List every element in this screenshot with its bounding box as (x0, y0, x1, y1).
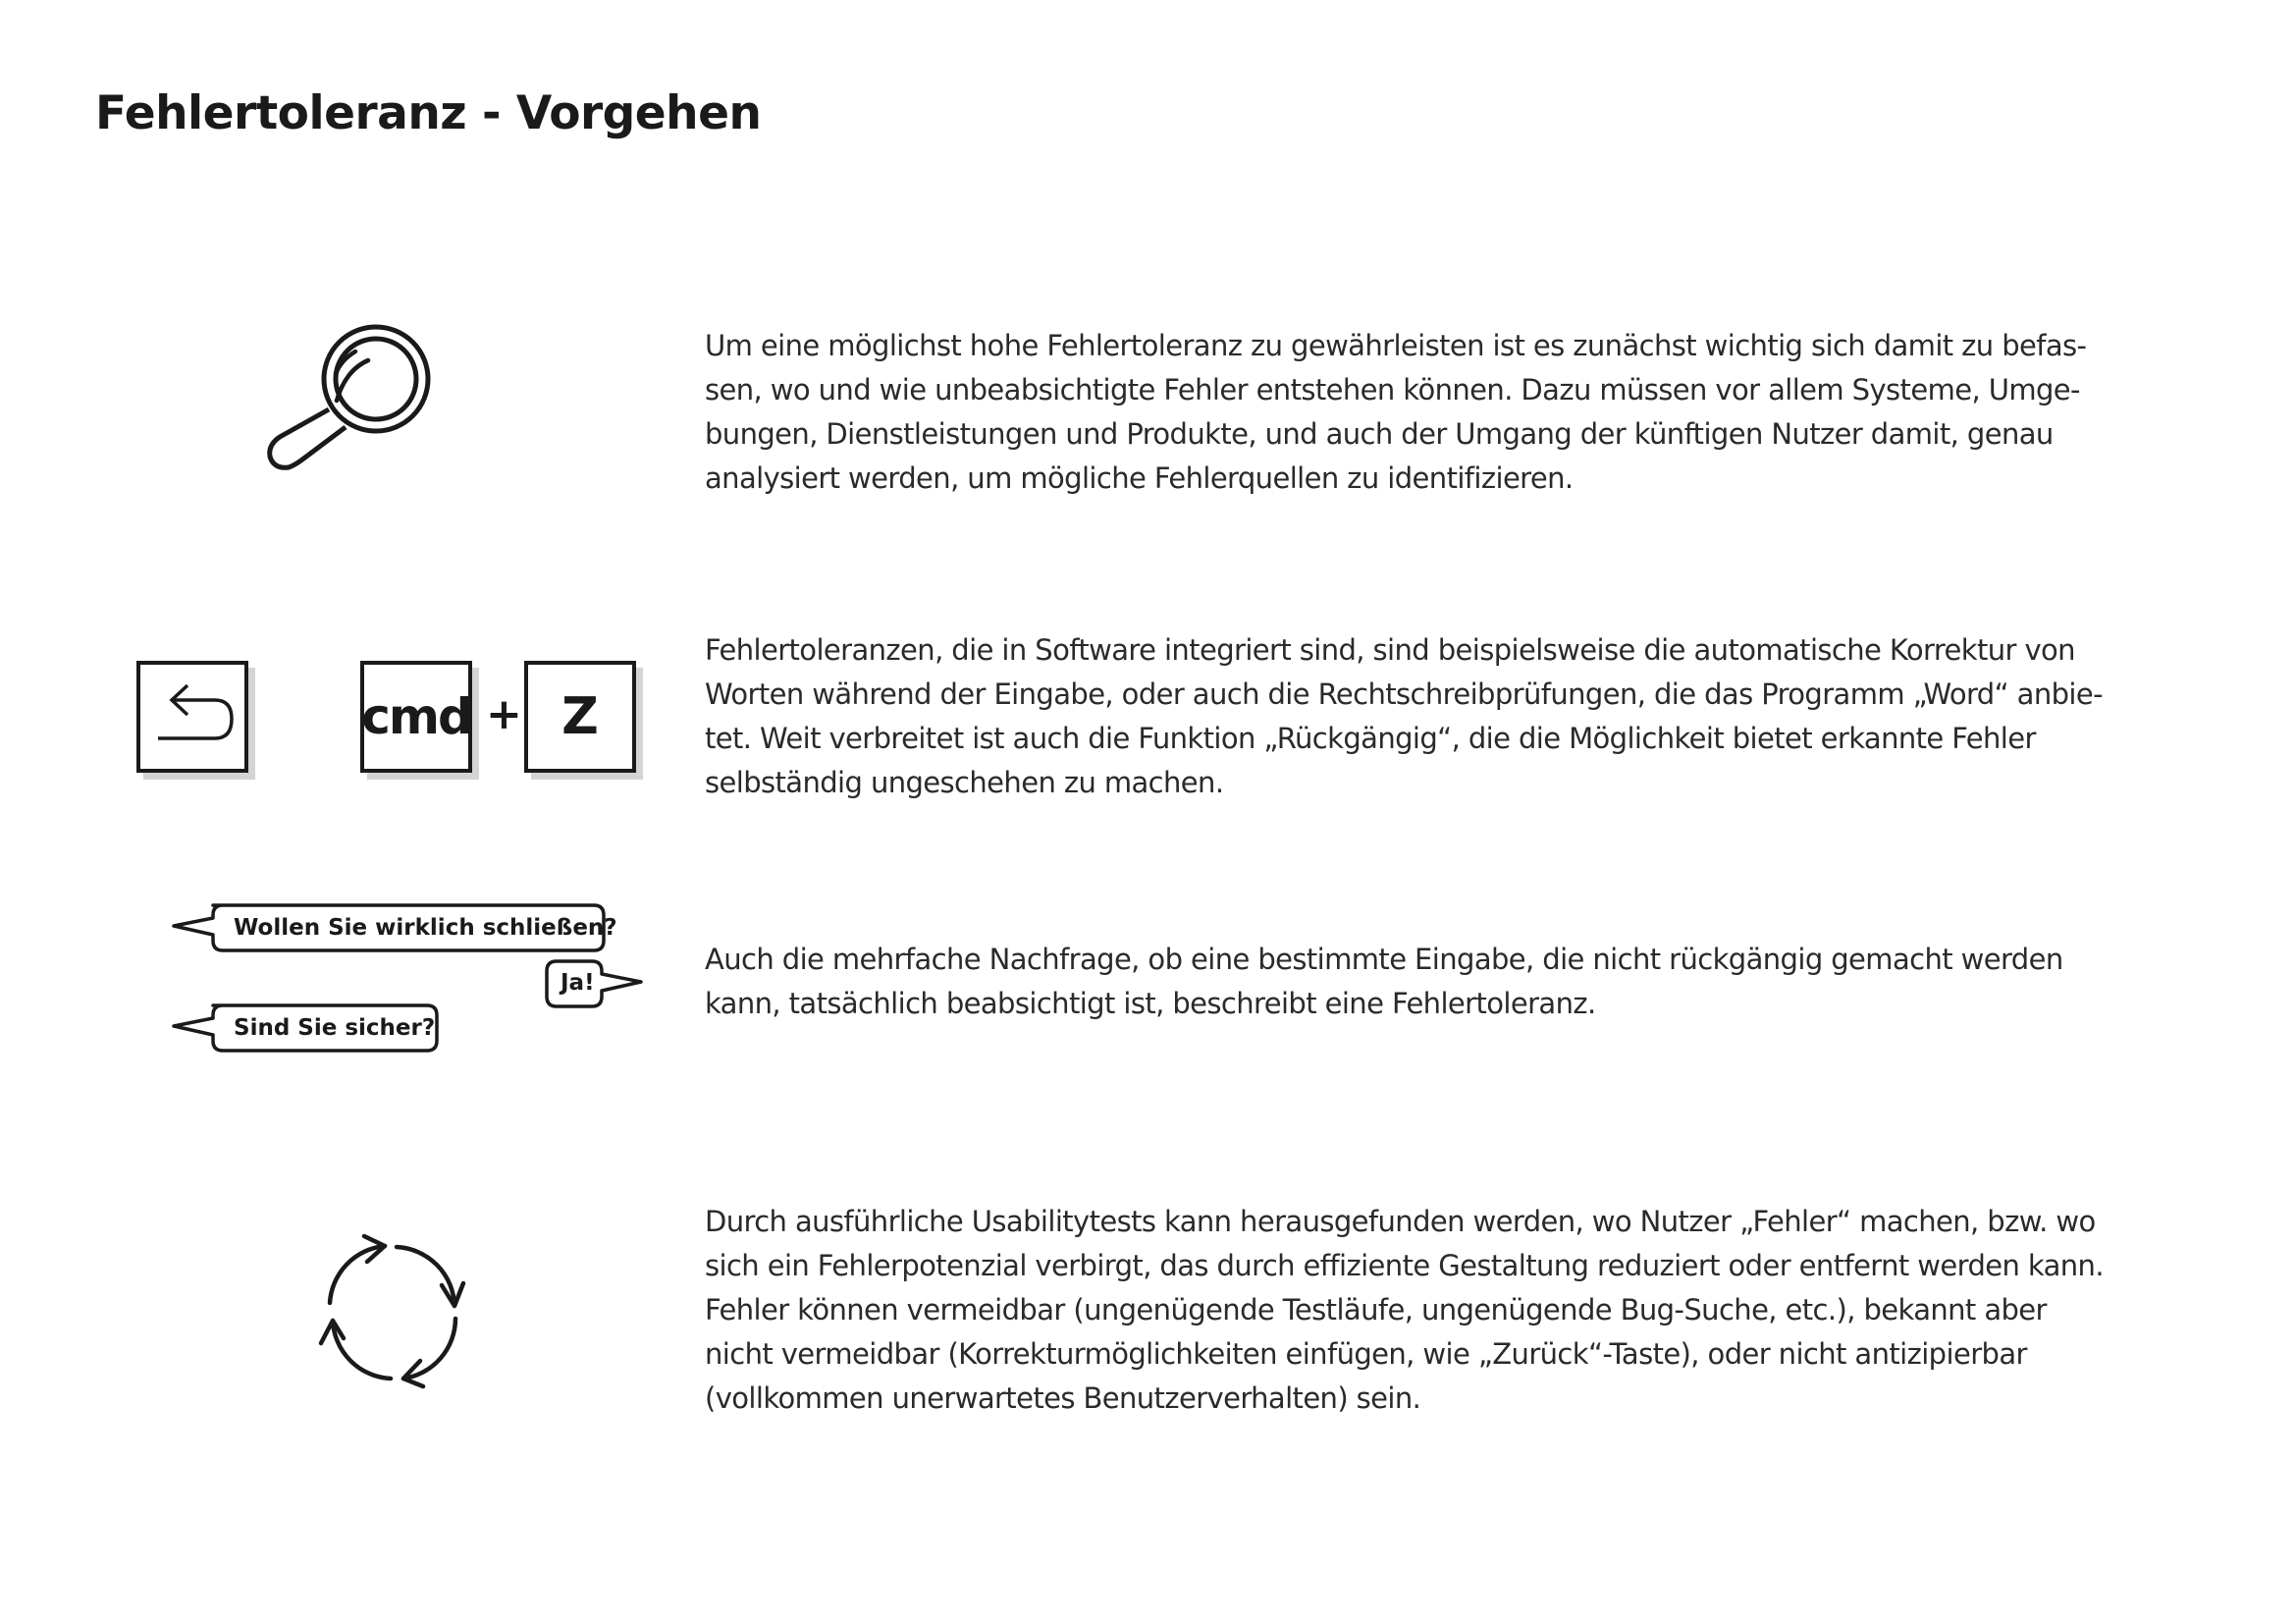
text-line: sich ein Fehlerpotenzial verbirgt, das durch effiziente Gestaltung reduziert oder entfernt werden kann. (705, 1249, 2104, 1282)
text-line: nicht vermeidbar (Korrekturmöglichkeiten einfügen, wie „Zurück“-Taste), oder nicht antizipierbar (705, 1337, 2027, 1371)
magnifier-icon (265, 319, 491, 496)
text-line: Auch die mehrfache Nachfrage, ob eine bestimmte Eingabe, die nicht rückgängig gemacht werden (705, 943, 2063, 976)
bubble-text-sure-question: Sind Sie sicher? (234, 1015, 436, 1041)
text-line: Fehlertoleranzen, die in Software integriert sind, sind beispielsweise die automatische Korrektur von (705, 633, 2075, 667)
page-title: Fehlertoleranz - Vorgehen (95, 86, 762, 140)
text-line: tet. Weit verbreitet ist auch die Funktion „Rückgängig“, die die Möglichkeit bietet erkannte Fehler (705, 722, 2036, 755)
section-2-text (705, 628, 2158, 805)
cmd-key: cmd (360, 661, 472, 773)
bubble-text-close-question: Wollen Sie wirklich schließen? (234, 915, 617, 941)
text-line: Fehler können vermeidbar (ungenügende Testläufe, ungenügende Bug-Suche, etc.), bekannt aber (705, 1293, 2047, 1326)
z-key: Z (524, 661, 636, 773)
text-line: Um eine möglichst hohe Fehlertoleranz zu gewährleisten ist es zunächst wichtig sich damit zu befas- (705, 329, 2087, 362)
text-line: selbständig ungeschehen zu machen. (705, 766, 1224, 799)
section-3-text (705, 938, 2158, 1026)
bubble-text-yes: Ja! (561, 970, 595, 996)
plus-sign: + (486, 689, 522, 739)
cycle-arrows-icon (304, 1222, 471, 1389)
text-line: analysiert werden, um mögliche Fehlerquellen zu identifizieren. (705, 461, 1574, 495)
undo-key (136, 661, 248, 773)
text-line: Worten während der Eingabe, oder auch die Rechtschreibprüfungen, die das Programm „Word“ anbie- (705, 677, 2103, 711)
undo-arrow-icon (148, 677, 237, 756)
text-line: kann, tatsächlich beabsichtigt ist, beschreibt eine Fehlertoleranz. (705, 987, 1596, 1020)
section-1-text (705, 324, 2158, 501)
text-line: Durch ausführliche Usabilitytests kann herausgefunden werden, wo Nutzer „Fehler“ machen, bzw. wo (705, 1205, 2096, 1238)
text-line: (vollkommen unerwartetes Benutzerverhalten) sein. (705, 1381, 1421, 1415)
section-4-text (705, 1200, 2158, 1421)
text-line: sen, wo und wie unbeabsichtigte Fehler entstehen können. Dazu müssen vor allem Systeme, Umge- (705, 373, 2080, 406)
text-line: bungen, Dienstleistungen und Produkte, und auch der Umgang der künftigen Nutzer damit, genau (705, 417, 2054, 451)
